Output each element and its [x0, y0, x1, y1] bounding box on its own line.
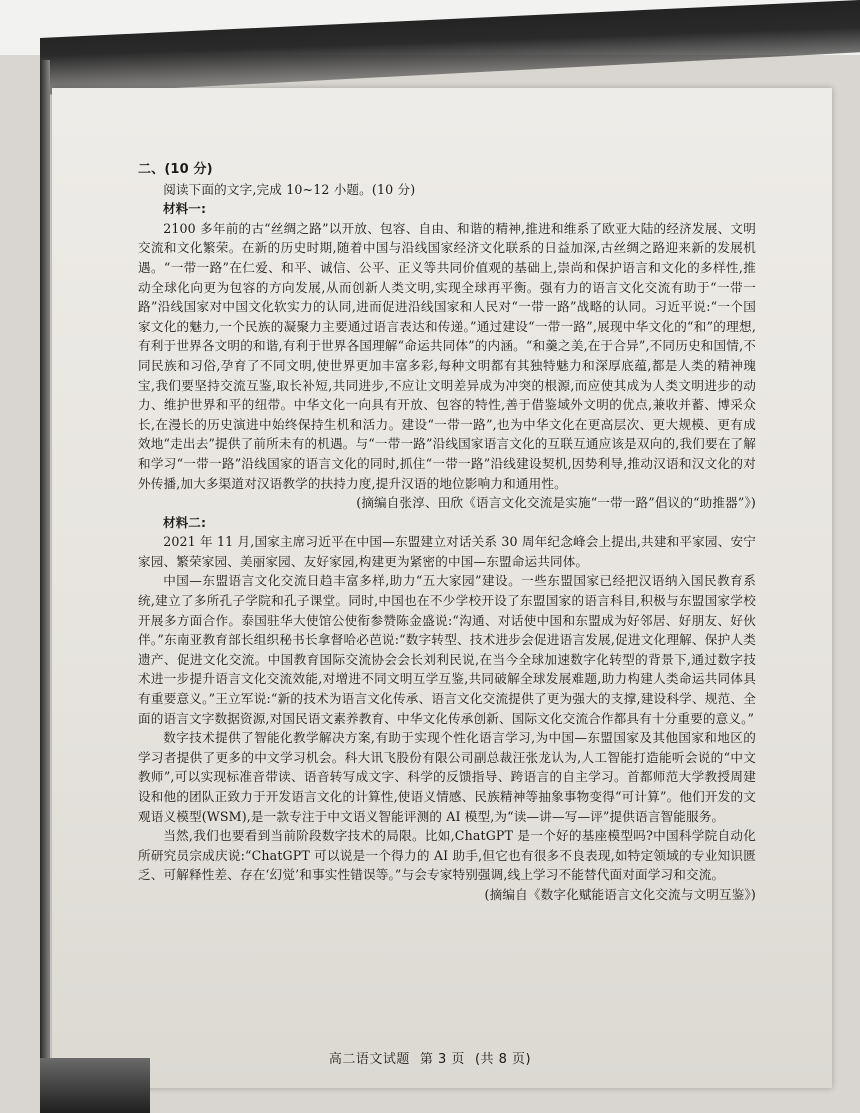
material-2-paragraph: 数字技术提供了智能化教学解决方案,有助于实现个性化语言学习,为中国—东盟国家及其他国家和地区的学习者提供了更多的中文学习机会。科大讯飞股份有限公司副总裁汪张龙认为,人工智能打造能听会说的“中文教师”,可以实现标准音带读、语音转写成文字、科学的反馈指导、跨语言的自主学习。首都师范大学教授周建设和他的团队正致力于开发语言文化的计算性,使语义情感、民族精神等抽象事物变得“可计算”。他们开发的文观语义模型(WSM),是一款专注于中文语义智能评测的 AI 模型,为“读—讲—写—评”提供语言智能服务。: [138, 730, 756, 824]
material-2-paragraph: 中国—东盟语言文化交流日趋丰富多样,助力“五大家园”建设。一些东盟国家已经把汉语纳入国民教育系统,建立了多所孔子学院和孔子课堂。同时,中国也在不少学校开设了东盟国家的语言科目,积极与东盟国家学校开展多方面合作。泰国驻华大使馆公使衔参赞陈金盛说:“沟通、对话使中国和东盟成为好邻居、好朋友、好伙伴。”东南亚教育部长组织秘书长拿督哈必芭说:“数字转型、技术进步会促进语言发展,促进文化理解、保护人类遗产、促进文化交流。中国教育国际交流协会会长刘利民说,在当今全球加速数字化转型的背景下,通过数字技术进一步提升语言文化交流效能,对增进不同文明互学互鉴,共同破解全球发展难题,助力构建人类命运共同体具有重要意义。”王立军说:“新的技术为语言文化传承、语言文化交流提供了更为强大的支撑,建设科学、规范、全面的语言文字数据资源,对国民语文素养教育、中华文化传承创新、国际文化交流合作都具有十分重要的意义。”: [138, 573, 756, 726]
section-score: (10 分): [164, 162, 213, 177]
material-1-citation: (摘编自张淳、田欣《语言文化交流是实施“一带一路”倡议的“助推器”》): [356, 495, 756, 511]
section-heading: [138, 160, 756, 180]
material-2-title: 材料二:: [163, 514, 207, 530]
material-2-citation: (摘编自《数字化赋能语言文化交流与文明互鉴》): [484, 886, 756, 902]
section-instruction: 阅读下面的文字,完成 10~12 小题。(10 分): [163, 181, 416, 197]
section-number: 二、: [138, 162, 165, 177]
footer-page-number: 第 3 页: [419, 1052, 465, 1067]
material-2-paragraph: 2021 年 11 月,国家主席习近平在中国—东盟建立对话关系 30 周年纪念峰会上提出,共建和平家园、安宁家园、繁荣家园、美丽家园、友好家园,构建更为紧密的中国—东盟命运共同体。: [138, 534, 756, 569]
material-1-paragraph: 2100 多年前的古“丝绸之路”以开放、包容、自由、和谐的精神,推进和维系了欧亚大陆的经济发展、文明交流和文化繁荣。在新的历史时期,随着中国与沿线国家经济文化联系的日益加深,古丝绸之路迎来新的发展机遇。“一带一路”在仁爱、和平、诚信、公平、正义等共同价值观的基础上,崇尚和保护语言和文化的多样性,推动全球化向更为包容的方向发展,从而创新人类文明,实现全球再平衡。强有力的语言文化交流有助于“一带一路”沿线国家对中国文化软实力的认同,进而促进沿线国家和人民对“一带一路”战略的认同。习近平说:“一个国家文化的魅力,一个民族的凝聚力主要通过语言表达和传递。”通过建设“一带一路”,展现中华文化的“和”的理想,有利于世界各文明的和谐,有利于世界各国理解“命运共同体”的内涵。“和羹之美,在于合异”,不同历史和国情,不同民族和习俗,孕育了不同文明,使世界更加丰富多彩,每种文明都有其独特魅力和深厚底蕴,都是人类的精神瑰宝,我们要坚持交流互鉴,取长补短,共同进步,不应让文明差异成为冲突的根源,而应使其成为人类文明进步的动力、维护世界和平的纽带。中华文化一向具有开放、包容的特性,善于借鉴域外文明的优点,兼收并蓄、博采众长,在漫长的历史演进中始终保持生机和活力。建设“一带一路”,也为中华文化在更高层次、更大规模、更有成效地“走出去”提供了前所未有的机遇。与“一带一路”沿线国家语言文化的互联互通应该是双向的,我们要在了解和学习“一带一路”沿线国家的语言文化的同时,抓住“一带一路”沿线建设契机,因势利导,推动汉语和汉文化的对外传播,加大多渠道对汉语教学的扶持力度,提升汉语的地位影响力和通用性。: [138, 220, 756, 491]
exam-content: [138, 160, 756, 905]
page-edge-shadow: [40, 60, 50, 1060]
footer-subject: 高二语文试题: [328, 1052, 410, 1067]
page-footer: [0, 1048, 860, 1067]
material-2-paragraph: 当然,我们也要看到当前阶段数字技术的局限。比如,ChatGPT 是一个好的基座模型吗?中国科学院自动化所研究员宗成庆说:“ChatGPT 可以说是一个得力的 AI 助手,但它也有很多不良表现,如特定领域的专业知识匮乏、可解释性差、存在‘幻觉’和事实性错误等。”与会专家特别强调,线上学习不能替代面对面学习和交流。: [138, 828, 756, 883]
material-1-title: 材料一:: [163, 201, 207, 217]
footer-total-pages: (共 8 页): [474, 1052, 532, 1067]
